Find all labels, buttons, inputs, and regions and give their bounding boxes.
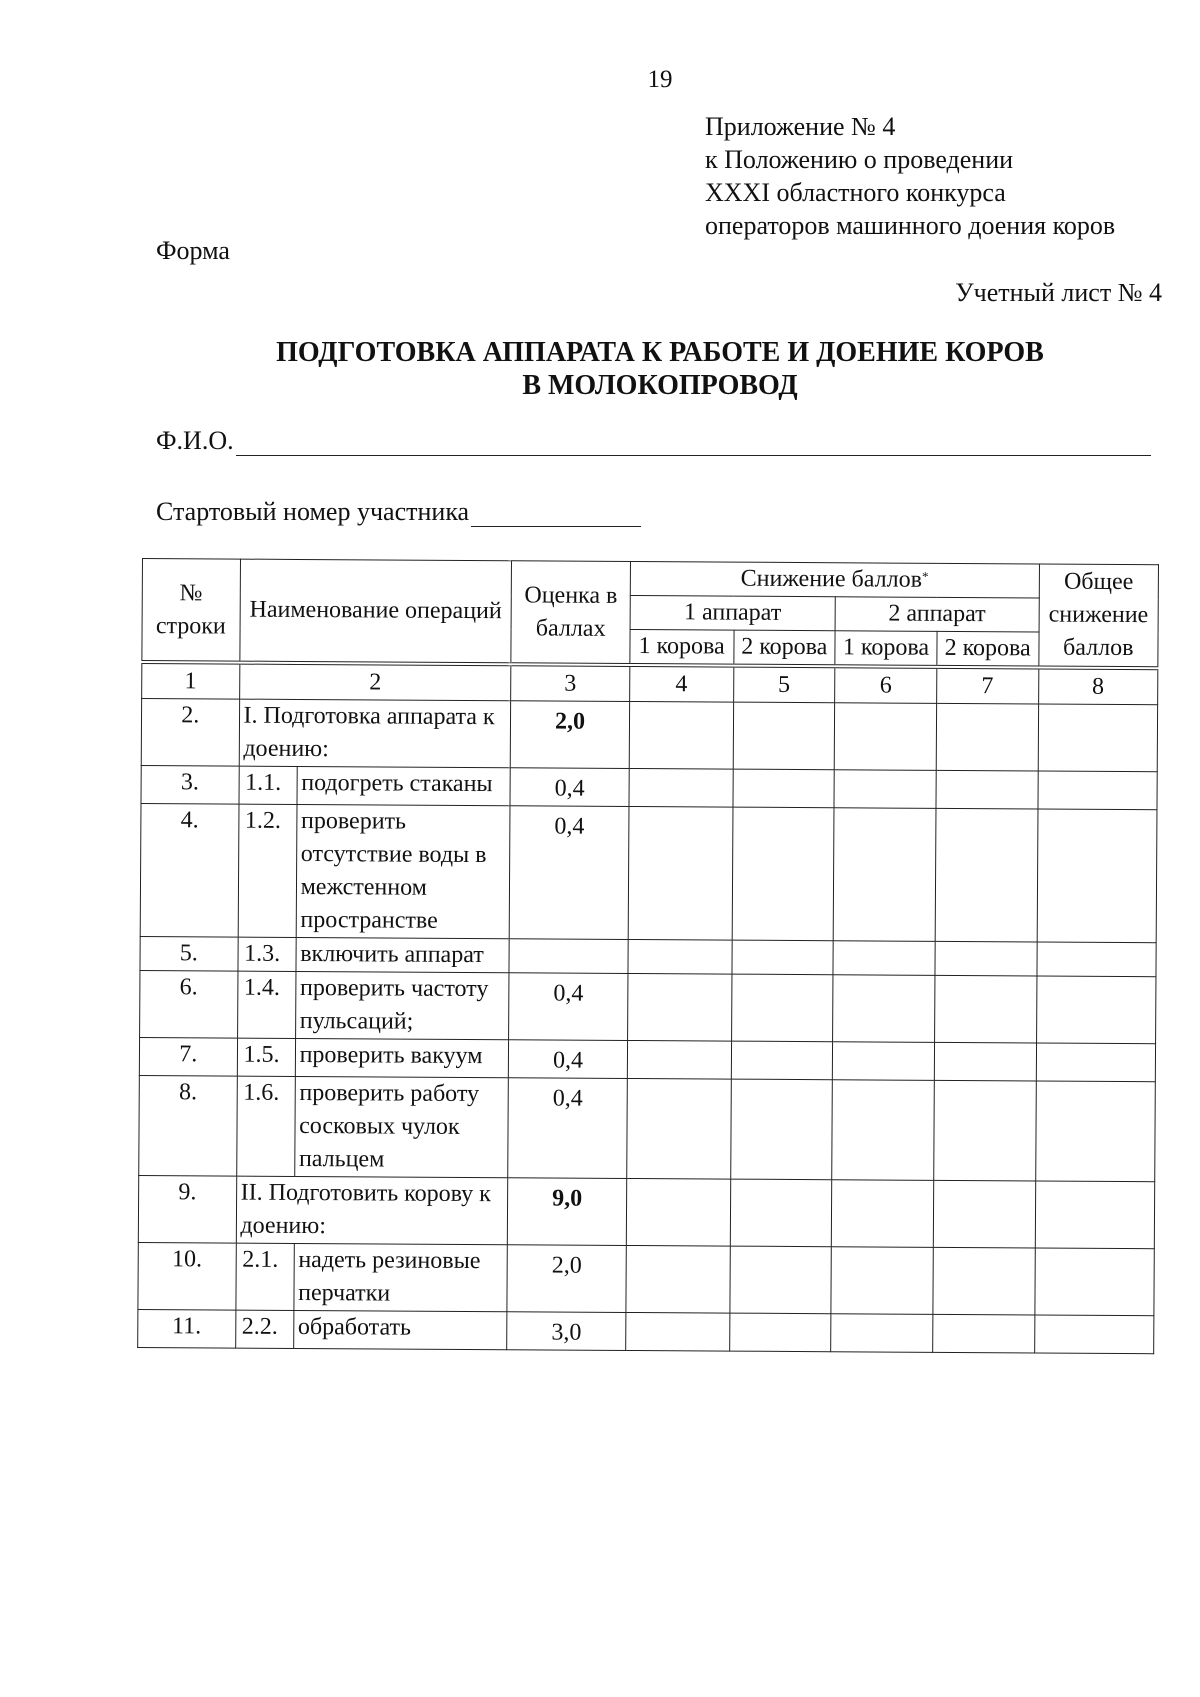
table-row [141, 699, 1157, 772]
total-deduction-cell[interactable] [1036, 1043, 1156, 1082]
deduction-entry-cell[interactable] [935, 941, 1037, 976]
fio-blank-line[interactable] [236, 429, 1151, 456]
total-deduction-cell[interactable] [1037, 809, 1157, 943]
title-line: ПОДГОТОВКА АППАРАТА К РАБОТЕ И ДОЕНИЕ КОРОВ [276, 337, 1044, 368]
operation-name: включить аппарат [296, 937, 510, 972]
total-deduction-cell[interactable] [1035, 1181, 1155, 1249]
header-operation: Наименование операций [239, 559, 512, 664]
column-number: 2 [239, 663, 511, 701]
header-deduction [630, 561, 1039, 597]
column-number: 4 [629, 665, 733, 702]
column-number: 7 [937, 667, 1039, 704]
deduction-entry-cell[interactable] [629, 768, 733, 807]
operation-name: проверить частоту пульсаций; [295, 971, 509, 1039]
deduction-entry-cell[interactable] [831, 1247, 933, 1315]
table-row [139, 1037, 1155, 1081]
deduction-entry-cell[interactable] [629, 701, 733, 769]
sub-item-number: 1.1. [239, 766, 297, 804]
deduction-entry-cell[interactable] [732, 807, 834, 941]
header-apparatus-2: 2 аппарат [835, 597, 1039, 632]
deduction-entry-cell[interactable] [628, 806, 733, 940]
deduction-entry-cell[interactable] [627, 1040, 731, 1079]
fio-field [156, 426, 1151, 456]
score-cell: 0,4 [510, 768, 629, 807]
deduction-entry-cell[interactable] [628, 939, 732, 974]
sheet-label: Учетный лист № 4 [955, 278, 1162, 307]
header-apparatus-1: 1 аппарат [630, 595, 836, 630]
row-number: 7. [139, 1037, 237, 1076]
total-deduction-cell[interactable] [1036, 976, 1156, 1044]
deduction-entry-cell[interactable] [935, 808, 1037, 942]
score-cell: 0,4 [509, 973, 628, 1041]
total-deduction-cell[interactable] [1034, 1315, 1154, 1354]
start-number-field [156, 497, 641, 527]
column-number: 1 [142, 662, 240, 699]
row-number: 5. [140, 936, 238, 971]
total-deduction-cell[interactable] [1037, 942, 1157, 977]
operation-name: обработать [293, 1310, 507, 1349]
row-number: 10. [138, 1242, 236, 1310]
deduction-entry-cell[interactable] [832, 1080, 934, 1181]
column-number: 3 [511, 664, 630, 701]
deduction-entry-cell[interactable] [934, 1042, 1036, 1081]
deduction-entry-cell[interactable] [831, 1314, 933, 1353]
row-number: 2. [141, 699, 239, 767]
score-cell [509, 939, 628, 974]
operation-name: надеть резиновые перчатки [294, 1243, 508, 1311]
deduction-entry-cell[interactable] [833, 941, 935, 976]
header-cow-2: 2 корова [733, 630, 835, 666]
row-number: 3. [141, 765, 239, 804]
sub-item-number: 1.2. [238, 804, 297, 937]
operation-name: проверить работу сосковых чулок пальцем [294, 1076, 508, 1177]
deduction-entry-cell[interactable] [933, 1180, 1035, 1248]
sub-item-number: 1.5. [237, 1038, 295, 1076]
fio-label: Ф.И.О. [156, 426, 234, 455]
total-deduction-cell[interactable] [1038, 771, 1158, 810]
score-cell: 0,4 [508, 1078, 627, 1179]
score-cell: 0,4 [510, 806, 629, 940]
header-total-deduction: Общее снижение баллов [1038, 564, 1158, 668]
deduction-entry-cell[interactable] [733, 702, 835, 770]
document-title [180, 336, 1140, 402]
appendix-line: Приложение № 4 [705, 112, 896, 141]
row-number: 4. [140, 803, 238, 937]
table-row [140, 803, 1157, 942]
deduction-entry-cell[interactable] [729, 1246, 831, 1314]
sub-item-number: 1.4. [237, 971, 296, 1038]
table-row [138, 1175, 1154, 1248]
header-cow-1: 1 корова [835, 631, 937, 667]
row-number: 9. [138, 1175, 236, 1243]
score-cell: 0,4 [509, 1040, 628, 1079]
table-row [140, 970, 1156, 1043]
deduction-entry-cell[interactable] [936, 703, 1038, 771]
table-row [141, 765, 1157, 809]
deduction-entry-cell[interactable] [833, 975, 935, 1043]
score-cell: 3,0 [507, 1312, 626, 1351]
section-title: II. Подготовить корову к доению: [236, 1176, 508, 1245]
appendix-note [705, 110, 1115, 242]
appendix-line: XXXI областного конкурса [705, 178, 1006, 207]
score-cell: 9,0 [508, 1178, 627, 1246]
row-number: 6. [140, 970, 238, 1038]
deduction-entry-cell[interactable] [933, 1247, 1035, 1315]
column-number: 6 [835, 666, 937, 703]
operation-name: проверить отсутствие воды в межстенном пространстве [296, 804, 511, 938]
deduction-entry-cell[interactable] [730, 1179, 832, 1247]
column-number: 5 [733, 666, 835, 703]
header-score: Оценка в баллах [511, 561, 630, 665]
deduction-entry-cell[interactable] [626, 1078, 730, 1179]
row-number: 8. [139, 1075, 237, 1176]
deduction-entry-cell[interactable] [936, 770, 1038, 809]
title-line: В МОЛОКОПРОВОД [522, 370, 798, 401]
sub-item-number: 2.2. [235, 1310, 293, 1348]
total-deduction-cell[interactable] [1038, 704, 1158, 772]
deduction-entry-cell[interactable] [731, 1041, 833, 1080]
deduction-entry-cell[interactable] [833, 1042, 935, 1081]
deduction-entry-cell[interactable] [627, 973, 731, 1041]
table-row [138, 1309, 1154, 1353]
appendix-line: операторов машинного доения коров [705, 211, 1116, 240]
total-deduction-cell[interactable] [1035, 1081, 1155, 1182]
footnote-mark: * [921, 568, 929, 584]
operation-name: проверить вакуум [295, 1038, 509, 1077]
deduction-entry-cell[interactable] [733, 769, 835, 808]
operation-name: подогреть стаканы [297, 766, 511, 805]
deduction-entry-cell[interactable] [833, 808, 935, 942]
deduction-entry-cell[interactable] [625, 1312, 729, 1351]
start-number-blank-line[interactable] [471, 500, 641, 527]
score-cell: 2,0 [507, 1245, 626, 1313]
table-row [138, 1242, 1154, 1315]
header-deduction-text: Снижение баллов [740, 565, 923, 593]
deduction-entry-cell[interactable] [832, 1180, 934, 1248]
sub-item-number: 1.3. [238, 937, 296, 971]
column-number-row [142, 662, 1158, 705]
deduction-entry-cell[interactable] [729, 1313, 831, 1352]
total-deduction-cell[interactable] [1034, 1248, 1154, 1316]
sub-item-number: 2.1. [235, 1243, 294, 1310]
table-row [139, 1075, 1156, 1181]
form-label: Форма [156, 236, 230, 265]
header-row-no: № строки [142, 559, 240, 663]
score-sheet-table [137, 558, 1159, 1354]
deduction-entry-cell[interactable] [934, 1080, 1036, 1181]
start-number-label: Стартовый номер участника [156, 497, 470, 526]
deduction-entry-cell[interactable] [934, 975, 1036, 1043]
appendix-line: к Положению о проведении [705, 145, 1014, 174]
header-cow-1: 1 корова [630, 629, 734, 665]
deduction-entry-cell[interactable] [834, 770, 936, 809]
sub-item-number: 1.6. [236, 1076, 295, 1176]
row-number: 11. [138, 1309, 236, 1348]
deduction-entry-cell[interactable] [834, 703, 936, 771]
deduction-entry-cell[interactable] [626, 1178, 730, 1246]
deduction-entry-cell[interactable] [933, 1314, 1035, 1353]
deduction-entry-cell[interactable] [730, 1079, 832, 1180]
deduction-entry-cell[interactable] [731, 974, 833, 1042]
score-cell: 2,0 [511, 701, 630, 769]
section-title: I. Подготовка аппарата к доению: [239, 699, 511, 768]
page-number: 19 [647, 66, 673, 93]
header-cow-2: 2 корова [937, 631, 1039, 667]
column-number: 8 [1038, 667, 1158, 704]
deduction-entry-cell[interactable] [626, 1245, 730, 1313]
deduction-entry-cell[interactable] [731, 940, 833, 975]
